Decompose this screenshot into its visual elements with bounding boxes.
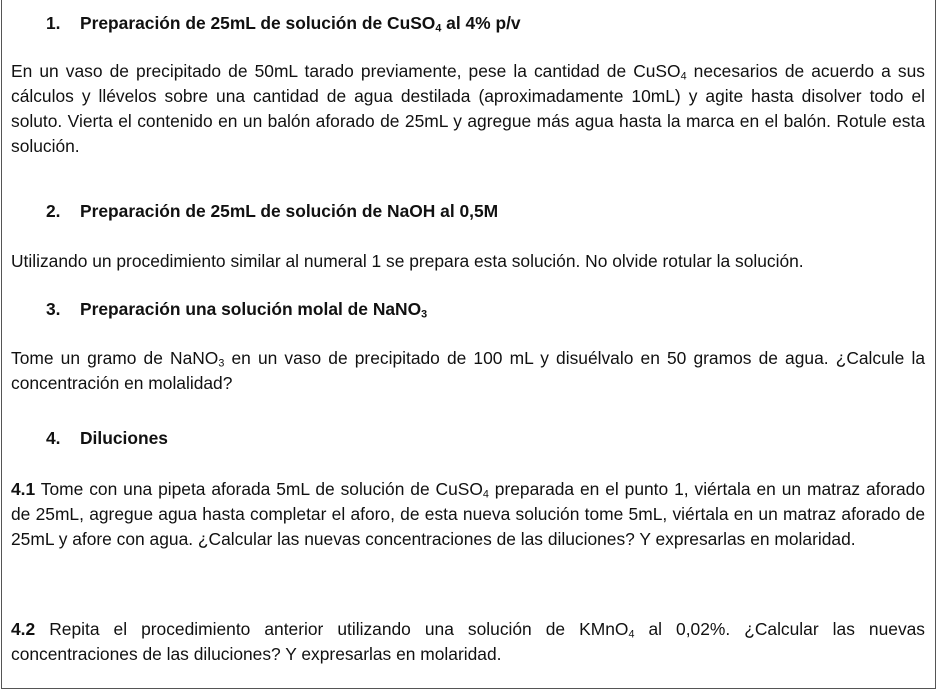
- section-4-2-label: 4.2: [11, 619, 36, 639]
- section-3-para-b: en un vaso de precipitado de 100 mL y disuélvalo en 50 gramos de agua. ¿Calcule la concentración en molalidad?: [11, 348, 925, 393]
- section-2-heading: [46, 201, 498, 222]
- section-4-2-paragraph: [11, 617, 925, 667]
- section-3-para-sub: 3: [218, 357, 225, 370]
- section-2-number: 2.: [46, 201, 61, 221]
- section-4-1-label: 4.1: [11, 479, 36, 499]
- section-1-para-sub: 4: [680, 70, 687, 83]
- section-3-heading: [46, 299, 427, 320]
- section-4-2-text-sub: 4: [628, 628, 635, 641]
- section-2-para: Utilizando un procedimiento similar al numeral 1 se prepara esta solución. No olvide rotular la solución.: [11, 251, 804, 271]
- section-1-title-a: Preparación de 25mL de solución de CuSO: [80, 13, 436, 33]
- section-1-para-b: necesarios de acuerdo a sus cálculos y llévelos sobre una cantidad de agua destilada (aproximadamente 10mL) y agite hasta disolver todo el soluto. Vierta el contenido en un balón aforado de 25mL y agregue más agua hasta la marca en el balón. Rotule esta solución.: [11, 61, 925, 156]
- section-3-paragraph: [11, 346, 925, 396]
- section-1-number: 1.: [46, 13, 61, 33]
- section-1-title-sub: 4: [435, 22, 442, 35]
- section-2-paragraph: [11, 249, 925, 274]
- section-4-heading: [46, 428, 168, 449]
- section-1-paragraph: [11, 59, 925, 159]
- section-4-number: 4.: [46, 428, 61, 448]
- section-3-title-sub: 3: [421, 308, 428, 321]
- section-1-title-b: al 4% p/v: [441, 13, 521, 33]
- section-4-1-text-b: preparada en el punto 1, viértala en un matraz aforado de 25mL, agregue agua hasta completar el aforo, de esta nueva solución tome 5mL, viértala en un matraz aforado de 25mL y afore con agua. ¿Calcular las nuevas concentraciones de las diluciones? Y expresarlas en molaridad.: [11, 479, 925, 549]
- section-1-heading: [46, 13, 521, 34]
- section-4-1-paragraph: [11, 477, 925, 552]
- section-3-para-a: Tome un gramo de NaNO: [11, 348, 219, 368]
- section-4-2-text-b: al 0,02%. ¿Calcular las nuevas concentraciones de las diluciones? Y expresarlas en molaridad.: [11, 619, 926, 664]
- section-1-para-a: En un vaso de precipitado de 50mL tarado previamente, pese la cantidad de CuSO: [11, 61, 681, 81]
- section-3-number: 3.: [46, 299, 61, 319]
- section-4-title: Diluciones: [80, 428, 168, 448]
- section-2-title: Preparación de 25mL de solución de NaOH al 0,5M: [80, 201, 499, 221]
- section-4-2-text-a: Repita el procedimiento anterior utilizando una solución de KMnO: [35, 619, 629, 639]
- section-3-title-a: Preparación una solución molal de NaNO: [80, 299, 422, 319]
- section-4-1-text-a: Tome con una pipeta aforada 5mL de solución de CuSO: [35, 479, 483, 499]
- section-4-1-text-sub: 4: [482, 488, 489, 501]
